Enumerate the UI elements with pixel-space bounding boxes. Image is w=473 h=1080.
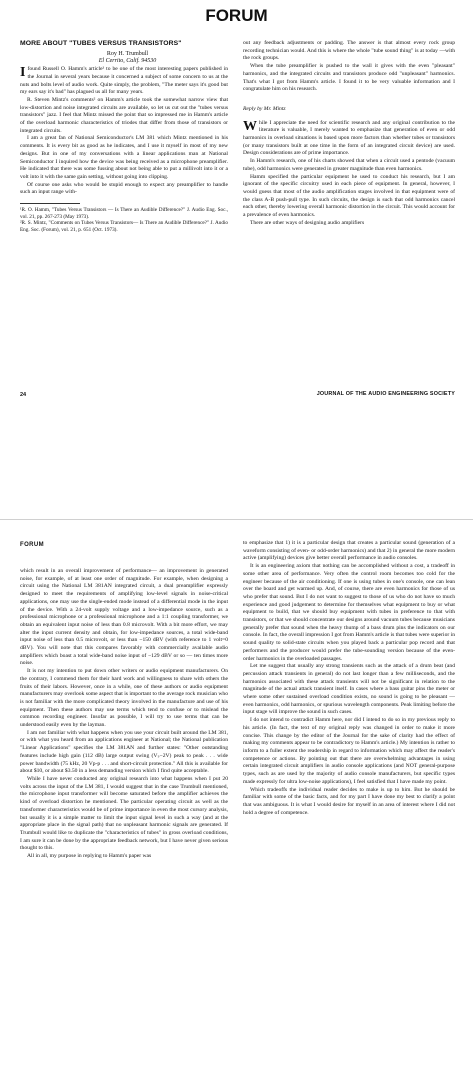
author-affiliation: El Cerrito, Calif. 94530 <box>98 58 157 65</box>
body-paragraph: I am not familiar with what happens when you use your circuit built around the LM 381, or with what you heard from an applications engineer at National; the National publication "Linear Applications" specifies the LM 381AN and further states: "Other outstanding features include high gain (112 dB) large output swing (Vₛ−2V) peak to peak . . . wide power bandwidth (75 kHz, 20 Vp-p . . . and short-circuit protection." All this is available for about $10, or about $3.50 in a less demanding version which I find quite acceptable. <box>20 729 228 775</box>
body-paragraph: Let me suggest that usually any strong transients such as the attack of a drum beat (and percussion attack transients in general) do not last longer than a few milliseconds, and the harmonics associated with these attack transients will not be significant in relation to the magnitude of the actual attack transient itself. In cases where a bass guitar pins the meter or where some other sustained overload condition exists, no sound is going to be pleasant — even harmonics, odd harmonics, or spurious wavelength components. Peak limiting before the input stage will improve the sound in such cases. <box>243 663 455 716</box>
drop-cap: W <box>243 118 257 134</box>
body-paragraph: It is an engineering axiom that nothing can be accomplished without a cost, a tradeoff in some other area of performance. Very often the control room becomes too cold for the engineer because of the air conditioning. If one is using tubes in one's console, one can lean over the board and get warmed up. And, of course, there are even harmonics for those of us who prefer that sound. But I do not want to suggest to those of us who do not have so much experience and good judgement to determine for themselves what equipment to buy or what equipment to build, that we should buy equipment with tubes in preference to that with transistors, or that we should concentrate our designs around vacuum tubes because musicians generally prefer that sound when the heavy thump of a bass drum pins the indicators on our console. In fact, the overall impression I got from Hamm's article is that tubes were superior in sound quality to solid-state circuits when you played back a particular pop record and that performers and the producer would prefer the tube-sounding version because of the even-order harmonics in the overloaded passages. <box>243 563 455 662</box>
right-column <box>243 40 455 227</box>
author-byline: Roy H. Trumbull <box>106 50 149 57</box>
body-paragraph: All in all, my purpose in replying to Hamm's paper was <box>27 853 152 860</box>
left-column <box>20 568 228 861</box>
body-paragraph: Hamm specified the particular equipment he used to conduct his research, but I am ignorant of the specific circuitry used in each piece of equipment. In general, however, I would guess that most of the audio amplification stages involved in that equipment were of the class A-B push-pull type. In such circuits, the design is such that odd harmonics cancel each other, thereby lowering overall harmonic distortion in the circuit. This would account for a prevalence of even harmonics. <box>243 173 455 219</box>
body-paragraph: Which tradeoffs the individual reader decides to make is up to him. But he should be familiar with some of the basic facts, and for my part I have done my best to clarify a point that was ambiguous. It is what I would desire for myself in an area of interest where I did not hold a degree of competence. <box>243 786 455 816</box>
body-paragraph: R. Steven Mintz's comments² on Hamm's article took the somewhat narrow view that low-distortion and noise integrated circuits are available, so let us cut out the "tubes versus transistors" jazz. I feel that Mintz missed the point that so impressed me in Hamm's article of the overload harmonic characteristics of triodes that differ from those of transistors or integrated circuits. <box>20 96 228 134</box>
body-paragraph: It is not my intention to put down other writers or audio equipment manufacturers. On the contrary, I commend them for their hard work and willingness to share with others the fruits of their labors. However, once in a while, one of these authors or audio equipment manufacturers may overlook some aspect that is important to the average rock musician who is not familiar with the more complicated theory involved in the manufacture and use of his equipment. Then these authors may use terms which tend to confuse or to mislead the common recording engineer. Insofar as possible, I will try to use terms that can be understood easily even by the layman. <box>20 668 228 729</box>
reply-heading: Reply by Mr. Mintz <box>243 105 286 112</box>
body-paragraph: In Hamm's research, one of his charts showed that when a circuit used a pentode (vacuum tube), odd harmonics were generated in greater magnitude than even harmonics. <box>243 158 455 172</box>
body-paragraph: Of course one asks who would be stupid enough to expect any preamplifier to handle such an input range with- <box>20 181 228 196</box>
journal-page-25 <box>0 520 473 1080</box>
footnote: ¹R. O. Hamm, "Tubes Versus Transistors — Is There an Audible Difference?" J. Audio Eng. Soc., vol. 21, pp. 267-273 (May 1973). <box>20 207 228 220</box>
right-column <box>243 540 455 817</box>
body-paragraph: out any feedback adjustments or padding. The answer is that almost every rock group recording technician would. And this is where the whole "tube sound thing" is at today —with the rock groups. <box>243 40 455 62</box>
running-head: FORUM <box>20 542 44 548</box>
body-paragraph: I am a great fan of National Semiconductor's LM 381 which Mintz mentioned in his comments. It is every bit as good as he indicates, and I use it myself in most of my new designs. But in one of my conversations with a linear applications man at National Semiconductor I inquired how the device was being received as a microphone preamplifier. He indicated that there was some fussing about not being able to put a millivolt into it or a volt into it with the same gain setting, without going into clipping. <box>20 135 228 180</box>
body-paragraph: which result in an overall improvement of performance— an improvement in generated noise, for example, of at least one order of magnitude. For example, when designing a circuit using the National LM 381AN integrated circuit, a dual preamplifier expressly designed to meet the requirements of amplifying low-level signals in noise-critical applications, one may use the single-ended mode instead of a differential mode in the input of the device. With a 24-volt supply voltage and a low-impedance source, such as a professional microphone or a professional microphone and a 1:1 coupling transformer, we obtain an equivalent input noise of less than 0.8 microvolt. With a bit more effort, we may alter the input current density and obtain, for low-impedance sources, a total wide-band input noise of less than 0.5 microvolt, or less than −150 dBV (with reference to 1 volt=0 dBV). You will note that this compares favorably with commercially available audio amplifiers which boast a total wide-band noise input of −129 dBV or so — ten times more noise. <box>20 568 228 667</box>
article-title: MORE ABOUT "TUBES VERSUS TRANSISTORS" <box>20 40 182 47</box>
body-paragraph: to emphasize that 1) it is a particular design that creates a particular sound (generation of a waveform consisting of even- or odd-order harmonics) and that 2) in general the more modern active (amplifying) devices give better overall performance in audio consoles. <box>243 540 455 562</box>
journal-footer: JOURNAL OF THE AUDIO ENGINEERING SOCIETY <box>316 391 455 397</box>
journal-page-24 <box>0 0 473 520</box>
footnote-divider <box>20 203 80 204</box>
section-banner: FORUM <box>205 6 268 25</box>
body-paragraph: I do not intend to contradict Hamm here, nor did I intend to do so in my previous reply to his article. (In fact, the text of my original reply was changed in order to make it more concise. This change by the editor of the Journal for the sake of clarity had the effect of making my comments appear to be contradictory to Hamm's article.) My intention is rather to inform to a fuller extent the readership in regard to information which may affect the reader's competence or actions. By pointing out that there are overwhelming advantages in using certain integrated circuit amplifiers in audio console applications (and NOT general-purpose types, such as are used by the majority of audio console manufacturers, but specific types made expressly for ultra low-noise applications), I feel satisfied that I have made my point. <box>243 717 455 785</box>
body-paragraph: While I have never conducted any original research into what happens when I put 20 volts across the input of the LM 381, I would suggest that in the case Trumbull mentioned, the microphone input transformer will become saturated before the amplifier achieves the kind of overload distortion he mentioned. The particular operating circuit as well as the transformer characteristics would be of prime importance in even the most cursory analysis, but usually it is a simple matter to limit the input signal level in such a way (and at the appropriate place in the signal path) that no unpleasant harmonic signals are generated. If Trumbull would like to duplicate the "characteristics of tubes" in gross overload conditions, I am sure it can be done by the appropriate feedback network, but I have never given serious thought to this. <box>20 775 228 852</box>
left-column <box>20 40 228 233</box>
page-number: 24 <box>20 392 27 398</box>
body-paragraph: While I appreciate the need for scientific research and any original contribution to the literature is valuable, I merely wanted to emphasize that generation of even or odd harmonics in overload situations is based upon more factors than whether tubes or transistors (or many transistors built at one time in the form of an integrated circuit device) are used. Design considerations are of prime importance. <box>243 118 455 157</box>
body-paragraph: There are other ways of designing audio amplifiers <box>250 219 365 226</box>
footnote: ²R. S. Mintz, "Comments on Tubes Versus Transistors— Is There an Audible Difference?" J. Audio Eng. Soc. (Forum), vol. 21, p. 651 (Oct. 1973). <box>20 220 228 233</box>
drop-cap: I <box>20 65 26 81</box>
body-paragraph: Ifound Russell O. Hamm's article¹ to be one of the most interesting papers published in the Journal in several years because it concerned a subject of some concern to us at the nuts and bolts level of audio work. Quite simply, the problem, "The meter says it's good but my ears say it's bad" has plagued us all for many years. <box>20 65 228 96</box>
body-paragraph: When the tube preamplifier is pushed to the wall it gives with the even "pleasant" harmonics, and the integrated circuits and transistors produce odd "unpleasant" harmonics. That's what I got from Hamm's article. I found it to be very valuable information and I congratulate him on his research. <box>243 63 455 93</box>
